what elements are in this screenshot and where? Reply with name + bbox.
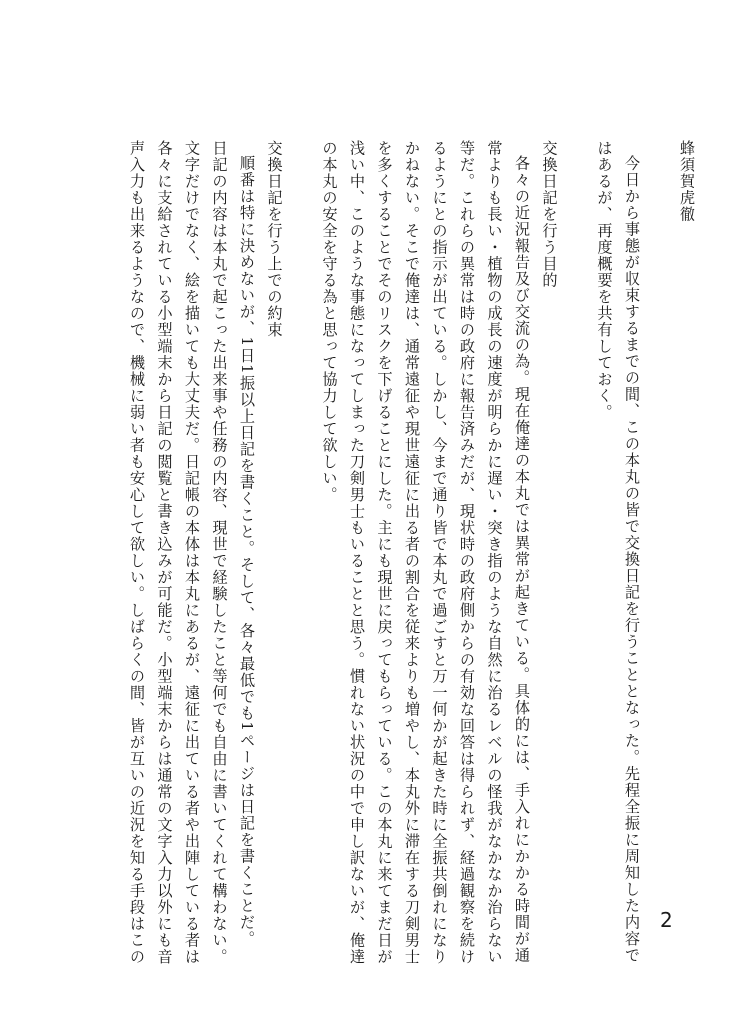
author-name: 蜂須賀虎徹 — [678, 140, 696, 223]
paragraph-line: の本丸の安全を守る為と思って協力して欲しい。 — [320, 140, 339, 503]
paragraph-line: かねない。そこで俺達は、通常遠征や現世遠征に出る者の割合を従来よりも増やし、本丸外に滞在する刀剣男士 — [403, 140, 421, 965]
paragraph-line: を多くすることでそのリスクを下げることにした。主にも現世に戻ってもらっている。この本丸に来てまだ日が — [375, 140, 394, 965]
section-heading-purpose: 交換日記を行う目的 — [540, 140, 559, 289]
paragraph-line: 声入力も出来るようなので、機械に弱い者も安心して欲しい。しばらくの間、皆が互いの近況を知る手段はこの — [128, 140, 146, 965]
spacer — [563, 140, 591, 141]
paragraph-line: 各々に支給されている小型端末から日記の閲覧と書き込みが可能だ。小型端末からは通常の文字入力以外にも音 — [155, 140, 174, 965]
paragraph-line: 浅い中、このような事態になってしまった刀剣男士もいることと思う。慣れない状況の中で申し訳ないが、俺達 — [348, 140, 366, 965]
intro-line: はあるが、再度概要を共有しておく。 — [595, 140, 614, 421]
paragraph-line: 各々の近況報告及び交流の為。現在俺達の本丸では異常が起きている。具体的には、手入れにかかる時間が通 — [513, 155, 531, 964]
paragraph-line: 文字だけでなく、絵を描いても大丈夫だ。日記帳の本体は本丸にあるが、遠征に出ている者や出陣している者は — [183, 140, 201, 965]
paragraph-line: 等だ。これらの異常は時の政府に報告済みだが、現状時の政府側からの有効な回答は得られず、経過観察を続け — [458, 140, 476, 965]
section-heading-rules: 交換日記を行う上での約束 — [265, 140, 284, 338]
vertical-body-text — [128, 140, 700, 965]
paragraph-line: るようにとの指示が出ている。しかし、今まで通り皆で本丸で過ごすと万一何かが起きた時に全振共倒れになり — [430, 140, 449, 965]
intro-line: 今日から事態が収束するまでの間、この本丸の皆で交換日記を行うこととなった。先程全振に周知した内容で — [623, 155, 641, 964]
spacer — [288, 140, 316, 141]
spacer — [645, 140, 673, 141]
page-number: 2 — [660, 908, 673, 932]
paragraph-line: 日記の内容は本丸で起こった出来事や任務の内容、現世で経験したこと等何でも自由に書いてくれて構わない。 — [210, 140, 229, 965]
paragraph-line: 順番は特に決めないが、1日1振以上日記を書くこと。そして、各々最低でも1ページは日記を書くことだ。 — [238, 155, 256, 948]
paragraph-line: 常よりも長い・植物の成長の速度が明らかに遅い・突き指のような自然に治るレベルの怪我がなかなか治らない — [485, 140, 504, 965]
